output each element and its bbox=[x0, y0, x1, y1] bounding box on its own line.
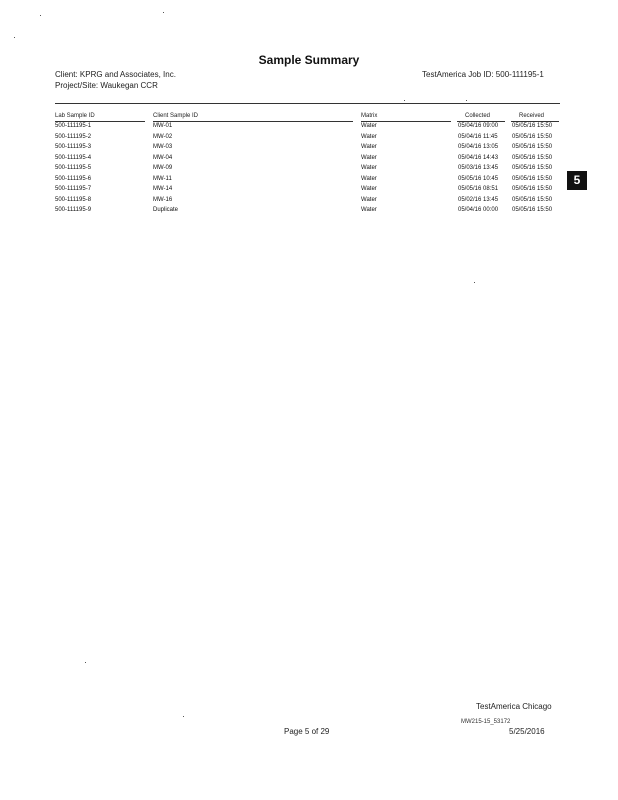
cell-received: 05/05/16 15:50 bbox=[512, 165, 553, 171]
cell-lab-sample-id: 500-111195-9 bbox=[55, 207, 92, 213]
col-underline bbox=[457, 121, 505, 122]
section-tab: 5 bbox=[567, 171, 587, 190]
table-row bbox=[55, 176, 565, 186]
cell-lab-sample-id: 500-111195-2 bbox=[55, 133, 92, 140]
cell-matrix: Water bbox=[361, 196, 377, 203]
col-lab-sample-id: Lab Sample ID bbox=[55, 113, 95, 119]
table-row bbox=[55, 197, 565, 207]
cell-matrix: Water bbox=[361, 186, 377, 192]
footer-page-number: Page 5 of 29 bbox=[284, 727, 330, 736]
table-row bbox=[55, 207, 565, 217]
footer-date: 5/25/2016 bbox=[509, 727, 545, 736]
scan-speck bbox=[466, 100, 467, 101]
cell-collected: 05/04/16 13:05 bbox=[458, 144, 499, 150]
header-divider bbox=[55, 103, 560, 104]
table-row bbox=[55, 134, 565, 144]
cell-received: 05/05/16 15:50 bbox=[512, 154, 553, 161]
cell-client-sample-id: MW-04 bbox=[153, 154, 173, 161]
cell-matrix: Water bbox=[361, 175, 377, 182]
client-name: Client: KPRG and Associates, Inc. bbox=[55, 70, 176, 79]
cell-matrix: Water bbox=[361, 207, 377, 213]
cell-client-sample-id: MW-16 bbox=[153, 196, 173, 203]
footer-lab-name: TestAmerica Chicago bbox=[476, 702, 552, 711]
table-row bbox=[55, 123, 565, 133]
scan-speck bbox=[183, 716, 184, 717]
cell-collected: 05/05/16 08:51 bbox=[458, 186, 499, 192]
scan-speck bbox=[163, 12, 164, 13]
cell-client-sample-id: MW-03 bbox=[153, 144, 173, 150]
cell-lab-sample-id: 500-111195-3 bbox=[55, 144, 92, 150]
cell-received: 05/05/16 15:50 bbox=[512, 175, 553, 182]
scan-speck bbox=[40, 15, 41, 16]
cell-collected: 05/03/16 13:45 bbox=[458, 165, 499, 171]
table-row bbox=[55, 155, 565, 165]
cell-received: 05/05/16 15:50 bbox=[512, 207, 553, 213]
cell-client-sample-id: MW-02 bbox=[153, 133, 173, 140]
table-row bbox=[55, 165, 565, 175]
cell-lab-sample-id: 500-111195-5 bbox=[55, 165, 92, 171]
col-underline bbox=[55, 121, 145, 122]
cell-matrix: Water bbox=[361, 154, 377, 161]
cell-matrix: Water bbox=[361, 144, 377, 150]
scan-speck bbox=[85, 662, 86, 663]
cell-client-sample-id: MW-09 bbox=[153, 165, 173, 171]
cell-received: 05/05/16 15:50 bbox=[512, 186, 553, 192]
cell-collected: 05/04/16 09:00 bbox=[458, 123, 499, 129]
page-title: Sample Summary bbox=[258, 53, 360, 67]
cell-lab-sample-id: 500-111195-8 bbox=[55, 196, 92, 203]
col-underline bbox=[361, 121, 451, 122]
cell-lab-sample-id: 500-111195-4 bbox=[55, 154, 92, 161]
cell-received: 05/05/16 15:50 bbox=[512, 196, 553, 203]
cell-matrix: Water bbox=[361, 165, 377, 171]
cell-lab-sample-id: 500-111195-7 bbox=[55, 186, 92, 192]
cell-client-sample-id: MW-11 bbox=[153, 175, 172, 182]
col-client-sample-id: Client Sample ID bbox=[153, 113, 199, 119]
cell-collected: 05/02/16 13:45 bbox=[458, 196, 499, 203]
cell-matrix: Water bbox=[361, 123, 377, 129]
cell-collected: 05/04/16 00:00 bbox=[458, 207, 499, 213]
cell-received: 05/05/16 15:50 bbox=[512, 123, 553, 129]
cell-received: 05/05/16 15:50 bbox=[512, 144, 553, 150]
cell-collected: 05/05/16 10:45 bbox=[458, 175, 499, 182]
project-site: Project/Site: Waukegan CCR bbox=[55, 81, 158, 90]
table-row bbox=[55, 186, 565, 196]
col-collected: Collected bbox=[465, 113, 491, 119]
cell-collected: 05/04/16 11:45 bbox=[458, 133, 498, 140]
col-underline bbox=[511, 121, 559, 122]
footer-doc-code: MW215-15_53172 bbox=[461, 719, 511, 725]
scan-speck bbox=[14, 37, 15, 38]
scan-speck bbox=[404, 100, 405, 101]
cell-lab-sample-id: 500-111195-1 bbox=[55, 123, 92, 129]
col-underline bbox=[153, 121, 353, 122]
cell-collected: 05/04/16 14:43 bbox=[458, 154, 499, 161]
cell-received: 05/05/16 15:50 bbox=[512, 133, 553, 140]
cell-client-sample-id: MW-14 bbox=[153, 186, 173, 192]
cell-lab-sample-id: 500-111195-6 bbox=[55, 175, 92, 182]
job-id: TestAmerica Job ID: 500-111195-1 bbox=[422, 70, 544, 79]
table-row bbox=[55, 144, 565, 154]
scan-speck bbox=[474, 282, 475, 283]
col-received: Received bbox=[519, 113, 545, 119]
cell-client-sample-id: MW-01 bbox=[153, 123, 173, 129]
cell-client-sample-id: Duplicate bbox=[153, 207, 179, 213]
col-matrix: Matrix bbox=[361, 113, 378, 119]
cell-matrix: Water bbox=[361, 133, 377, 140]
